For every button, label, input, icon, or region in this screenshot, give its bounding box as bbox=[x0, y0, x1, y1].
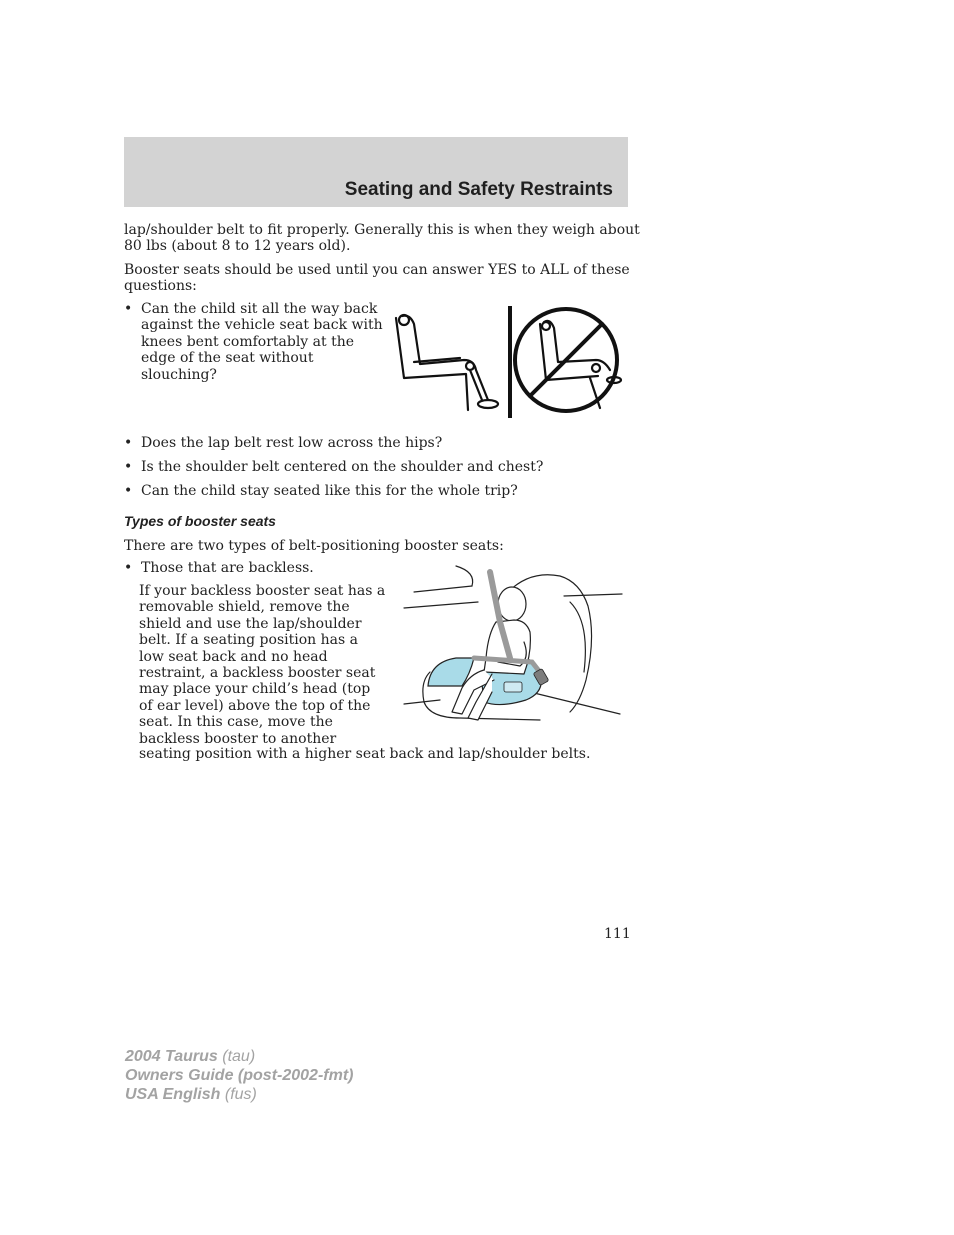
bullet-dot: • bbox=[124, 435, 133, 451]
section-heading: Types of booster seats bbox=[124, 513, 276, 529]
paragraph-line: If your backless booster seat has a bbox=[139, 583, 386, 599]
question-1-line: slouching? bbox=[141, 366, 217, 383]
question-1-line: edge of the seat without bbox=[141, 350, 314, 367]
question-3-text: Is the shoulder belt centered on the shoulder and chest? bbox=[141, 459, 544, 475]
paragraph-line: of ear level) above the top of the bbox=[139, 697, 371, 714]
booster-line-1: Booster seats should be used until you can answer YES to ALL of these bbox=[124, 262, 630, 278]
intro-line-2: 80 lbs (about 8 to 12 years old). bbox=[124, 238, 351, 254]
types-intro: There are two types of belt-positioning booster seats: bbox=[124, 538, 504, 554]
document-footer bbox=[125, 1047, 353, 1104]
footer-model: 2004 Taurus bbox=[125, 1048, 218, 1065]
header-band bbox=[124, 137, 628, 207]
question-1-line: knees bent comfortably at the bbox=[141, 333, 355, 350]
paragraph-line: removable shield, remove the bbox=[139, 599, 350, 616]
page-number: 111 bbox=[604, 926, 631, 942]
paragraph-line: low seat back and no head bbox=[139, 648, 328, 665]
paragraph-line: backless booster to another bbox=[139, 730, 337, 747]
paragraph-line: belt. If a seating position has a bbox=[139, 632, 358, 649]
booster-line-2: questions: bbox=[124, 278, 197, 294]
backless-paragraph bbox=[139, 583, 389, 747]
page-title: Seating and Safety Restraints bbox=[344, 179, 613, 200]
question-1 bbox=[124, 301, 384, 391]
question-1-line: against the vehicle seat back with bbox=[141, 317, 383, 334]
footer-language: USA English bbox=[125, 1086, 221, 1103]
divider-bar bbox=[508, 306, 512, 418]
footer-guide: Owners Guide (post-2002-fmt) bbox=[125, 1067, 354, 1084]
paragraph-line: shield and use the lap/shoulder bbox=[139, 615, 362, 632]
paragraph-line: restraint, a backless booster seat bbox=[139, 665, 376, 682]
bullet-dot: • bbox=[124, 483, 133, 499]
intro-line-1: lap/shoulder belt to fit properly. Generally this is when they weigh about bbox=[124, 222, 640, 238]
paragraph-line: seat. In this case, move the bbox=[139, 714, 333, 731]
types-bullet-1-text: Those that are backless. bbox=[141, 560, 314, 576]
seat-posture-illustration bbox=[390, 304, 630, 420]
bullet-dot: • bbox=[124, 459, 133, 475]
question-4-text: Can the child stay seated like this for the whole trip? bbox=[141, 483, 518, 499]
booster-label bbox=[504, 682, 522, 692]
backless-booster-illustration bbox=[400, 562, 628, 724]
paragraph-line: may place your child’s head (top bbox=[139, 681, 371, 698]
backless-paragraph-last-line: seating position with a higher seat back and lap/shoulder belts. bbox=[139, 746, 591, 762]
bullet-dot: • bbox=[124, 560, 133, 576]
question-2-text: Does the lap belt rest low across the hips? bbox=[141, 435, 443, 451]
footer-model-code: (tau) bbox=[222, 1048, 256, 1065]
footer-language-code: (fus) bbox=[224, 1086, 257, 1103]
question-1-line: Can the child sit all the way back bbox=[141, 301, 378, 317]
bullet-dot: • bbox=[124, 301, 133, 317]
